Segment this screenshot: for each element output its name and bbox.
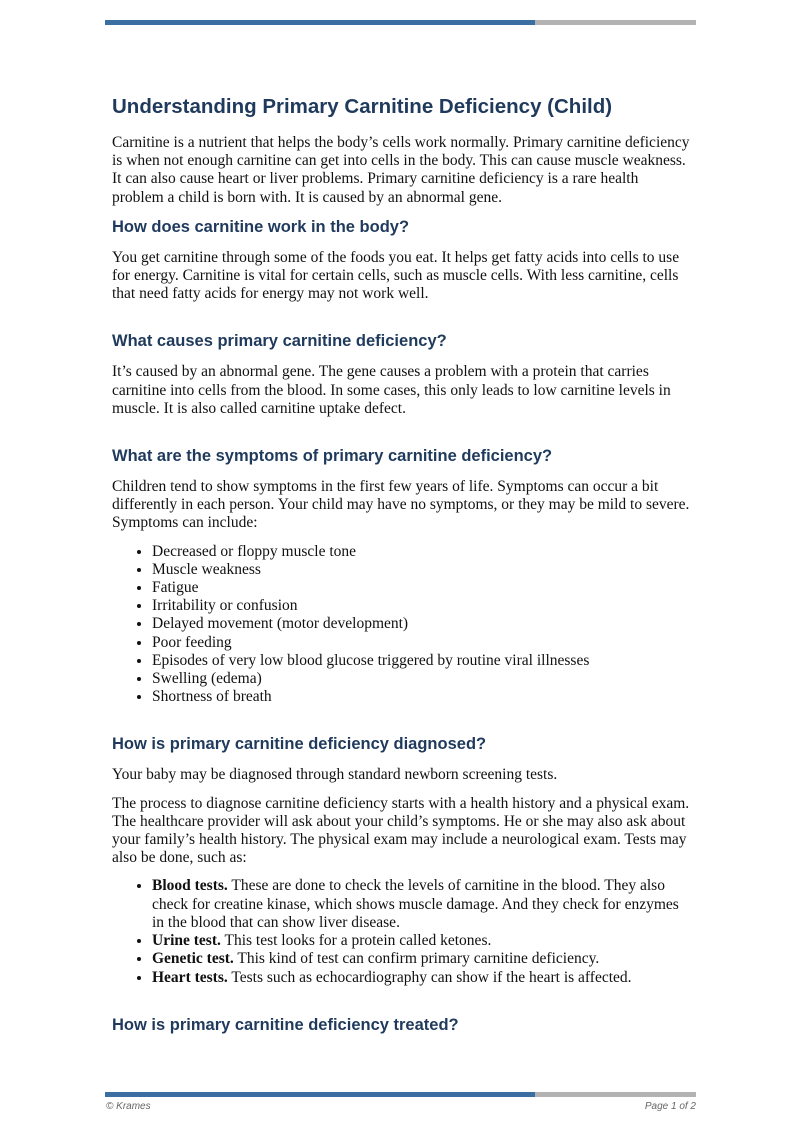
list-item: • Muscle weakness [152, 561, 690, 579]
top-divider-rest [535, 20, 696, 25]
list-item: • Decreased or floppy muscle tone [152, 543, 690, 561]
test-description: This test looks for a protein called ketones. [220, 932, 492, 950]
list-item: • Delayed movement (motor development) [152, 615, 690, 633]
tests-list [112, 877, 690, 986]
heading-treatment: How is primary carnitine deficiency treated? [112, 1015, 459, 1034]
paragraph-diagnosis-process: The process to diagnose carnitine deficiency starts with a health history and a physical exam. The healthcare provider will ask about your child’s symptoms. He or she may also ask about your family’s health history. The physical exam may include a neurological exam. Tests may also be done, such as: [112, 794, 690, 867]
symptoms-list [112, 543, 690, 707]
test-description: These are done to check the levels of carnitine in the blood. They also check for creatine kinase, which shows muscle damage. And they check for enzymes in the blood that can show liver disease. [152, 877, 679, 931]
paragraph-how-carnitine-works: You get carnitine through some of the foods you eat. It helps get fatty acids into cells to use for energy. Carnitine is vital for certain cells, such as muscle cells. With less carnitine, cells that need fatty acids for energy may not work well. [112, 248, 680, 303]
heading-symptoms: What are the symptoms of primary carnitine deficiency? [112, 447, 553, 466]
top-divider-bar [105, 20, 696, 25]
bottom-divider-bar [105, 1092, 696, 1097]
paragraph-diagnosis-screening: Your baby may be diagnosed through standard newborn screening tests. [112, 766, 558, 784]
heading-diagnosis: How is primary carnitine deficiency diagnosed? [112, 735, 487, 754]
footer-copyright: © Krames [106, 1101, 151, 1112]
test-term: Heart tests. [152, 968, 228, 986]
test-term: Genetic test. [152, 950, 234, 968]
list-item: • Swelling (edema) [152, 670, 690, 688]
test-term: Urine test. [152, 932, 221, 950]
top-divider-accent [105, 20, 535, 25]
page-title: Understanding Primary Carnitine Deficiency (Child) [112, 95, 613, 118]
paragraph-symptoms: Children tend to show symptoms in the first few years of life. Symptoms can occur a bit differently in each person. Your child may have no symptoms, or they may be mild to severe. Symptoms can include: [112, 478, 690, 532]
list-item: • Fatigue [152, 579, 690, 597]
list-item [152, 932, 690, 950]
test-description: Tests such as echocardiography can show if the heart is affected. [227, 968, 632, 986]
paragraph-causes: It’s caused by an abnormal gene. The gene causes a problem with a protein that carries carnitine into cells from the blood. In some cases, this only leads to low carnitine levels in muscle. It is also called carnitine uptake defect. [112, 363, 671, 417]
test-description: This kind of test can confirm primary carnitine deficiency. [233, 950, 600, 968]
list-item: • Poor feeding [152, 634, 690, 652]
document-body [112, 94, 690, 1047]
bottom-divider-rest [535, 1092, 696, 1097]
list-item: • Irritability or confusion [152, 597, 690, 615]
list-item [152, 950, 690, 968]
footer-page-number: Page 1 of 2 [644, 1101, 696, 1112]
list-item: • Episodes of very low blood glucose triggered by routine viral illnesses [152, 652, 690, 670]
test-term: Blood tests. [152, 877, 228, 895]
bottom-divider-accent [105, 1092, 535, 1097]
list-item: • Shortness of breath [152, 688, 690, 706]
list-item [152, 877, 690, 932]
heading-causes: What causes primary carnitine deficiency? [112, 332, 447, 351]
intro-paragraph: Carnitine is a nutrient that helps the body’s cells work normally. Primary carnitine deficiency is when not enough carnitine can get into cells in the body. This can cause muscle weakness. It can also cause heart or liver problems. Primary carnitine deficiency is a rare health problem a child is born with. It is caused by an abnormal gene. [112, 134, 690, 206]
heading-how-carnitine-works: How does carnitine work in the body? [112, 217, 410, 236]
list-item [152, 969, 690, 987]
